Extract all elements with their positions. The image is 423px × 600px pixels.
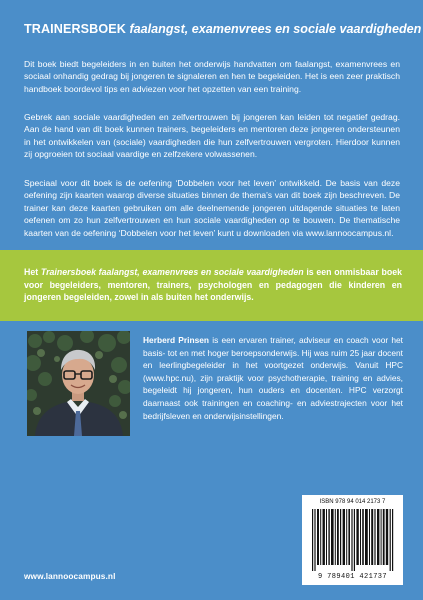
paragraph-text: Speciaal voor dit boek is de oefening ‘Dobbelen voor het leven’ ontwikkeld. De basis van deze oefening zijn kaarten waarop diverse situaties binnen de thema’s van dit boek zijn beschreven. De trainer kan deze kaarten gebruiken om alle deelnemende jongeren uitdagende situaties te laten oefenen om zo hun zelfvertrouwen en hun sociale vaardigheden op te bouwen. De thematische kaarten van de oefening ‘Dobbelen voor het leven’ kunt u downloaden via www.lannoocampus.nl. bbox=[24, 178, 400, 238]
intro-paragraph bbox=[24, 58, 400, 95]
isbn-barcode bbox=[302, 495, 403, 585]
barcode-digits: 9 789401 421737 bbox=[317, 573, 387, 581]
author-photo bbox=[27, 331, 130, 436]
exercise-paragraph bbox=[24, 177, 400, 239]
author-bio-body: is een ervaren trainer, adviseur en coach voor het basis- tot en met hoger beroepsonderwijs. Hij was ruim 25 jaar docent en leerlingbegeleider in het voortgezet onderwijs. Vanuit HPC (www.hpc.nu), zijn praktijk voor psychotherapie, training en advies, begeleidt hij jongeren, hun ouders en docenten. HPC verzorgt daarnaast ook trainingen en coaching- en adviestrajecten voor het bedrijfsleven en onderwijsinstellingen. bbox=[143, 335, 403, 421]
publisher-website: www.lannoocampus.nl bbox=[24, 571, 116, 581]
paragraph-text: Gebrek aan sociale vaardigheden en zelfvertrouwen bij jongeren kan leiden tot negatief gedrag. Aan de hand van dit boek kunnen trainers, begeleiders en mentoren deze jongeren ondersteunen in het ontwikkelen van (sociale) vaardigheden die hun zelfvertrouwen vergroten. Hierdoor kunnen zij opgroeien tot sociaal vaardige en zelfzekere volwassenen. bbox=[24, 112, 400, 160]
highlight-lead: Het bbox=[24, 267, 41, 277]
highlight-rest: is een onmisbaar boek voor begeleiders, mentoren, trainers, psychologen en pedagogen die kinderen en jongeren begeleiden, zowel in als buiten het onderwijs. bbox=[24, 267, 402, 303]
title-prefix: TRAINERSBOEK bbox=[24, 22, 126, 36]
highlight-text bbox=[24, 266, 402, 304]
skills-paragraph bbox=[24, 111, 400, 161]
barcode-bars bbox=[312, 509, 394, 571]
author-bio-text bbox=[143, 334, 403, 422]
isbn-label: ISBN 978 94 014 2173 7 bbox=[319, 499, 386, 505]
highlight-book-title: Trainersboek faalangst, examenvrees en sociale vaardigheden bbox=[40, 267, 304, 277]
cover-title bbox=[24, 22, 421, 36]
title-subtitle: faalangst, examenvrees en sociale vaardigheden bbox=[129, 22, 422, 36]
author-portrait-illustration bbox=[27, 331, 130, 436]
highlight-band bbox=[0, 250, 423, 321]
author-bio bbox=[143, 334, 403, 422]
paragraph-text: Dit boek biedt begeleiders in en buiten het onderwijs handvatten om faalangst, examenvrees en sociaal onhandig gedrag bij jongeren te signaleren en hen te begeleiden. Het is een zeer praktisch handboek boordevol tips en adviezen voor het opzetten van een training. bbox=[24, 59, 400, 94]
author-name: Herberd Prinsen bbox=[143, 335, 210, 345]
